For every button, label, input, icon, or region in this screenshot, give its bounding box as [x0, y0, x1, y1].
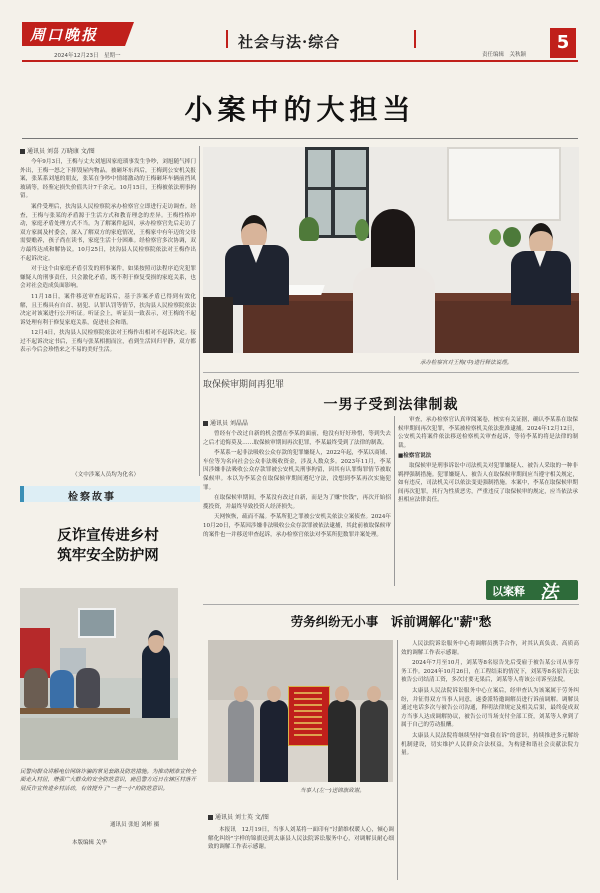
- banner-text: [294, 692, 322, 736]
- main-headline: 小案中的大担当: [184, 93, 416, 126]
- bench: [20, 708, 130, 714]
- police-officer-head: [148, 630, 164, 653]
- person-2: [260, 700, 288, 782]
- main-para-5: 12月4日，扶沟县人民检察院依法对王梅作出相对不起诉决定。接过不起诉决定书后，王梅与张某相拥而泣，看到生活回归平静，双方都表示今后会珍惜来之不易的美好生活。: [20, 330, 196, 354]
- ground: [20, 718, 178, 760]
- third-photo-caption: 当事人(左一)送锦旗致谢。: [300, 788, 365, 794]
- third-column-divider: [397, 640, 398, 880]
- third-para-right-4: 太康县人民法院将继续坚持"如我在诉"的意识，持续推进多元解纷机制建设，切实维护人民群众合法权益，为构建和谐社会贡献法院力量。: [401, 732, 579, 757]
- second-story-body-right: [398, 416, 578, 574]
- sidebar-credit: 通讯员 张旭 刘彬 摄: [110, 822, 160, 828]
- byline-square-icon: [208, 815, 213, 820]
- person-2-head: [267, 686, 281, 702]
- person-1-head: [234, 686, 248, 702]
- third-para-right-1: 人民法院诉讼服务中心将调解员携手合作，对其认真负责、高质高效的调解工作表示感谢。: [401, 641, 579, 656]
- third-story-body-left: [208, 826, 394, 876]
- second-para-4: 天网恢恢，疏而不漏。李某所犯之罪被公安机关依法立案侦查。2024年10月20日，李某因涉嫌非法吸收公众存款罪被依法逮捕，其此前被取保候审的案件也一并移送审查起诉，承办检察官依法对李某所犯数罪并案处理。: [203, 514, 391, 538]
- main-photo: [203, 147, 579, 353]
- page-number: [550, 28, 576, 58]
- third-photo: [208, 640, 393, 782]
- plant: [489, 229, 501, 245]
- second-para-7: 取保候审是刑事诉讼中司法机关对犯罪嫌疑人、被告人采取的一种非羁押强制措施。犯罪嫌疑人、被告人在取保候审期间应当遵守相关规定，如有违反，司法机关可以依法变更强制措施。本案中，李某在取保候审期间再次犯罪，其行为性质恶劣，严重违反了取保候审的规定，应当依法承担相应法律责任。: [398, 462, 578, 504]
- main-para-3: 对于这个由家庭矛盾引发的刑事案件，如果按照司法程序追究犯罪嫌疑人的刑事责任，只会激化矛盾，既不利于修复受损的家庭关系，也会对社会造成负面影响。: [20, 266, 196, 290]
- main-source-note: （文中涉案人员均为化名）: [72, 472, 140, 478]
- date-line: 2024年12月23日 星期一: [54, 53, 121, 59]
- second-para-1: 曾经有个改过自新的机会摆在李某的面前，他没有好好珍惜，等到失去之后才追悔莫及……取保候审期间再次犯罪，李某最终受到了法律的制裁。: [203, 431, 391, 446]
- second-byline-text: 通讯员 刘晶晶: [210, 420, 248, 427]
- main-photo-caption: 承办检察官对王梅(中)进行释法说理。: [420, 360, 513, 366]
- third-headline: 劳务纠纷无小事 诉前调解化"薪"愁: [290, 614, 492, 629]
- chair: [203, 297, 233, 353]
- masthead: [0, 0, 600, 58]
- person-3: [328, 700, 356, 782]
- law-logo-prefix: 以案释: [492, 585, 525, 598]
- second-headline: 一男子受到法律制裁: [323, 397, 459, 413]
- main-byline-text: 通讯员 刘喜 万晓康 文/图: [27, 148, 95, 155]
- third-para-left-1: 本报讯 12月19日，当事人刘某将一面印有"讨薪维权暖人心，倾心调解化纠纷"字样的锦旗送到太康县人民法院诉讼服务中心，对调解员耐心细致的调解工作表示感谢。: [208, 827, 394, 851]
- plant: [355, 219, 369, 241]
- byline-square-icon: [20, 149, 25, 154]
- main-para-1: 今年9月3日，王梅与丈夫刘旭因家庭琐事发生争吵，刘旭随气摔门外出，王梅一怒之下摔毁屋内物品。被砸坏东西后，王梅到公安机关报案，张某系刘旭的朋友，张某在争吵中情绪激动的王梅砸坏车辆前挡风玻璃等，经鉴定损失价值共计7千余元。10月15日，王梅被依法刑事拘留。: [20, 159, 196, 200]
- main-para-2: 案件受理后，扶沟县人民检察院承办检察官立即进行走访调查。经查，王梅与张某的矛盾源于生活方式和教育理念的差异。王梅性格冲动，家庭矛盾处理方式不当。为了解案件起因，承办检察官先后走访了双方家属及村委会，深入了解双方的家庭情况，王梅家中有年迈的父母需要赡养，孩子尚在读书，家庭生活十分困难。经检察官多次协调，双方最终达成和解协议。10月25日，扶沟县人民检察院依法对王梅作出不起诉决定。: [20, 203, 196, 262]
- second-byline: [203, 418, 248, 427]
- sidebar-column-label: [20, 486, 200, 502]
- law-logo-emph: 法: [540, 582, 558, 603]
- second-kicker: 取保候审期间再犯罪: [203, 380, 285, 390]
- second-para-6: ■检察官说法: [398, 453, 432, 460]
- second-story-body-left: [203, 430, 391, 586]
- section-bar-end: [410, 30, 416, 48]
- window-bar: [305, 187, 369, 190]
- byline-square-icon: [203, 421, 208, 426]
- person-4: [360, 700, 388, 782]
- person-1: [228, 700, 254, 782]
- mid-rule: [203, 372, 579, 373]
- column-divider: [199, 146, 200, 476]
- window: [78, 608, 116, 638]
- main-byline: [20, 146, 95, 155]
- seated-person-2: [50, 670, 74, 710]
- plant: [299, 217, 319, 241]
- section-title: 社会与法·综合: [238, 33, 341, 51]
- sidebar-headline: 反诈宣传进乡村 筑牢安全防护网: [57, 527, 159, 564]
- person-3-head: [335, 686, 349, 702]
- second-para-2: 李某系一起非法吸收公众存款的犯罪嫌疑人，2022年起，李某以商铺、车位等为名向社会公众非法吸收资金，涉及人数众多。2023年11月，李某因涉嫌非法吸收公众存款罪被公安机关刑事拘留，因其有认罪悔罪情节被取保候审。本以为李某会在取保候审期间遵纪守法，没想到李某再次实施犯罪。: [203, 450, 391, 491]
- third-para-right-3: 太康县人民法院诉讼服务中心立案后，经审查认为该案属于劳务纠纷，并征得双方当事人同意，遂委派特邀调解员进行诉前调解。调解员通过电话多次与被告公司沟通，释明法律规定及相关后果，最终促成双方当事人达成调解协议，被告公司当场支付全部工资，刘某等人拿到了属于自己的劳动报酬。: [401, 687, 579, 729]
- main-story-body: [20, 158, 196, 468]
- page-number-text: 5: [556, 32, 570, 53]
- person-middle-body: [353, 267, 435, 353]
- sidebar-column-label-text: 检察故事: [68, 492, 116, 503]
- third-story-body-right: [401, 640, 579, 880]
- lower-rule: [203, 604, 579, 605]
- headline-rule: [22, 138, 578, 139]
- second-para-5: 审查，承办检察官认真审阅案卷，核实有关证据，确认李某系在取保候审期间再次犯罪，李某被检察机关依法批准逮捕。2024年12月12日，公安机关将案件依法移送检察机关审查起诉，等待李某的将是法律的制裁。: [398, 417, 578, 449]
- masthead-rule: [22, 60, 578, 62]
- second-para-3: 在取保候审期间，李某没有改过自新，而是为了赚"快钱"，再次开始招揽投资，并最终导致投资人经济损失。: [203, 495, 391, 510]
- window-bar: [331, 147, 335, 235]
- plant: [503, 227, 521, 247]
- third-byline: [208, 812, 269, 821]
- seated-person-1: [24, 668, 48, 708]
- section-bar: [226, 30, 232, 48]
- person-4-head: [367, 686, 381, 702]
- right-window: [447, 147, 561, 221]
- third-para-right-2: 2024年7月至10月，刘某等8名原告先后受雇于被告某公司从事劳务工作。2024年10月26日，在工程结束的情况下，刘某等8名原告无法被告公司结清工资，多次讨要无果后，刘某等人将该公司诉至法院。: [401, 660, 579, 684]
- main-para-4: 11月18日，案件移送审查起诉后，基于涉案矛盾已得到有效化解，且王梅具有自首、初犯、认罪认罚等情节，扶沟县人民检察院依法决定对该案进行公开听证。听证会上，听证员一致表示，对王梅的不起诉处理有利于修复家庭关系，促进社会和谐。: [20, 293, 196, 326]
- sidebar-editor: 本版编辑 关华: [72, 840, 107, 846]
- third-byline-text: 通讯员 刘士英 文/图: [215, 814, 269, 821]
- second-column-divider: [394, 416, 395, 586]
- editor-line: 责任编辑 关秋颖: [482, 52, 527, 58]
- sidebar-photo: [20, 588, 178, 760]
- paper-name: 周口晚报: [30, 26, 99, 44]
- seated-person-3: [76, 668, 100, 708]
- sidebar-caption: 民警向群众讲解电信网络诈骗的常见套路及防范措施。为推动精准宣传全面走入村居，增强广大群众的安全防范意识，鹿邑警方近日在辖区村落开展反诈宣传进乡村活动，有效提升了"一老一小"的防范意识。: [20, 769, 197, 792]
